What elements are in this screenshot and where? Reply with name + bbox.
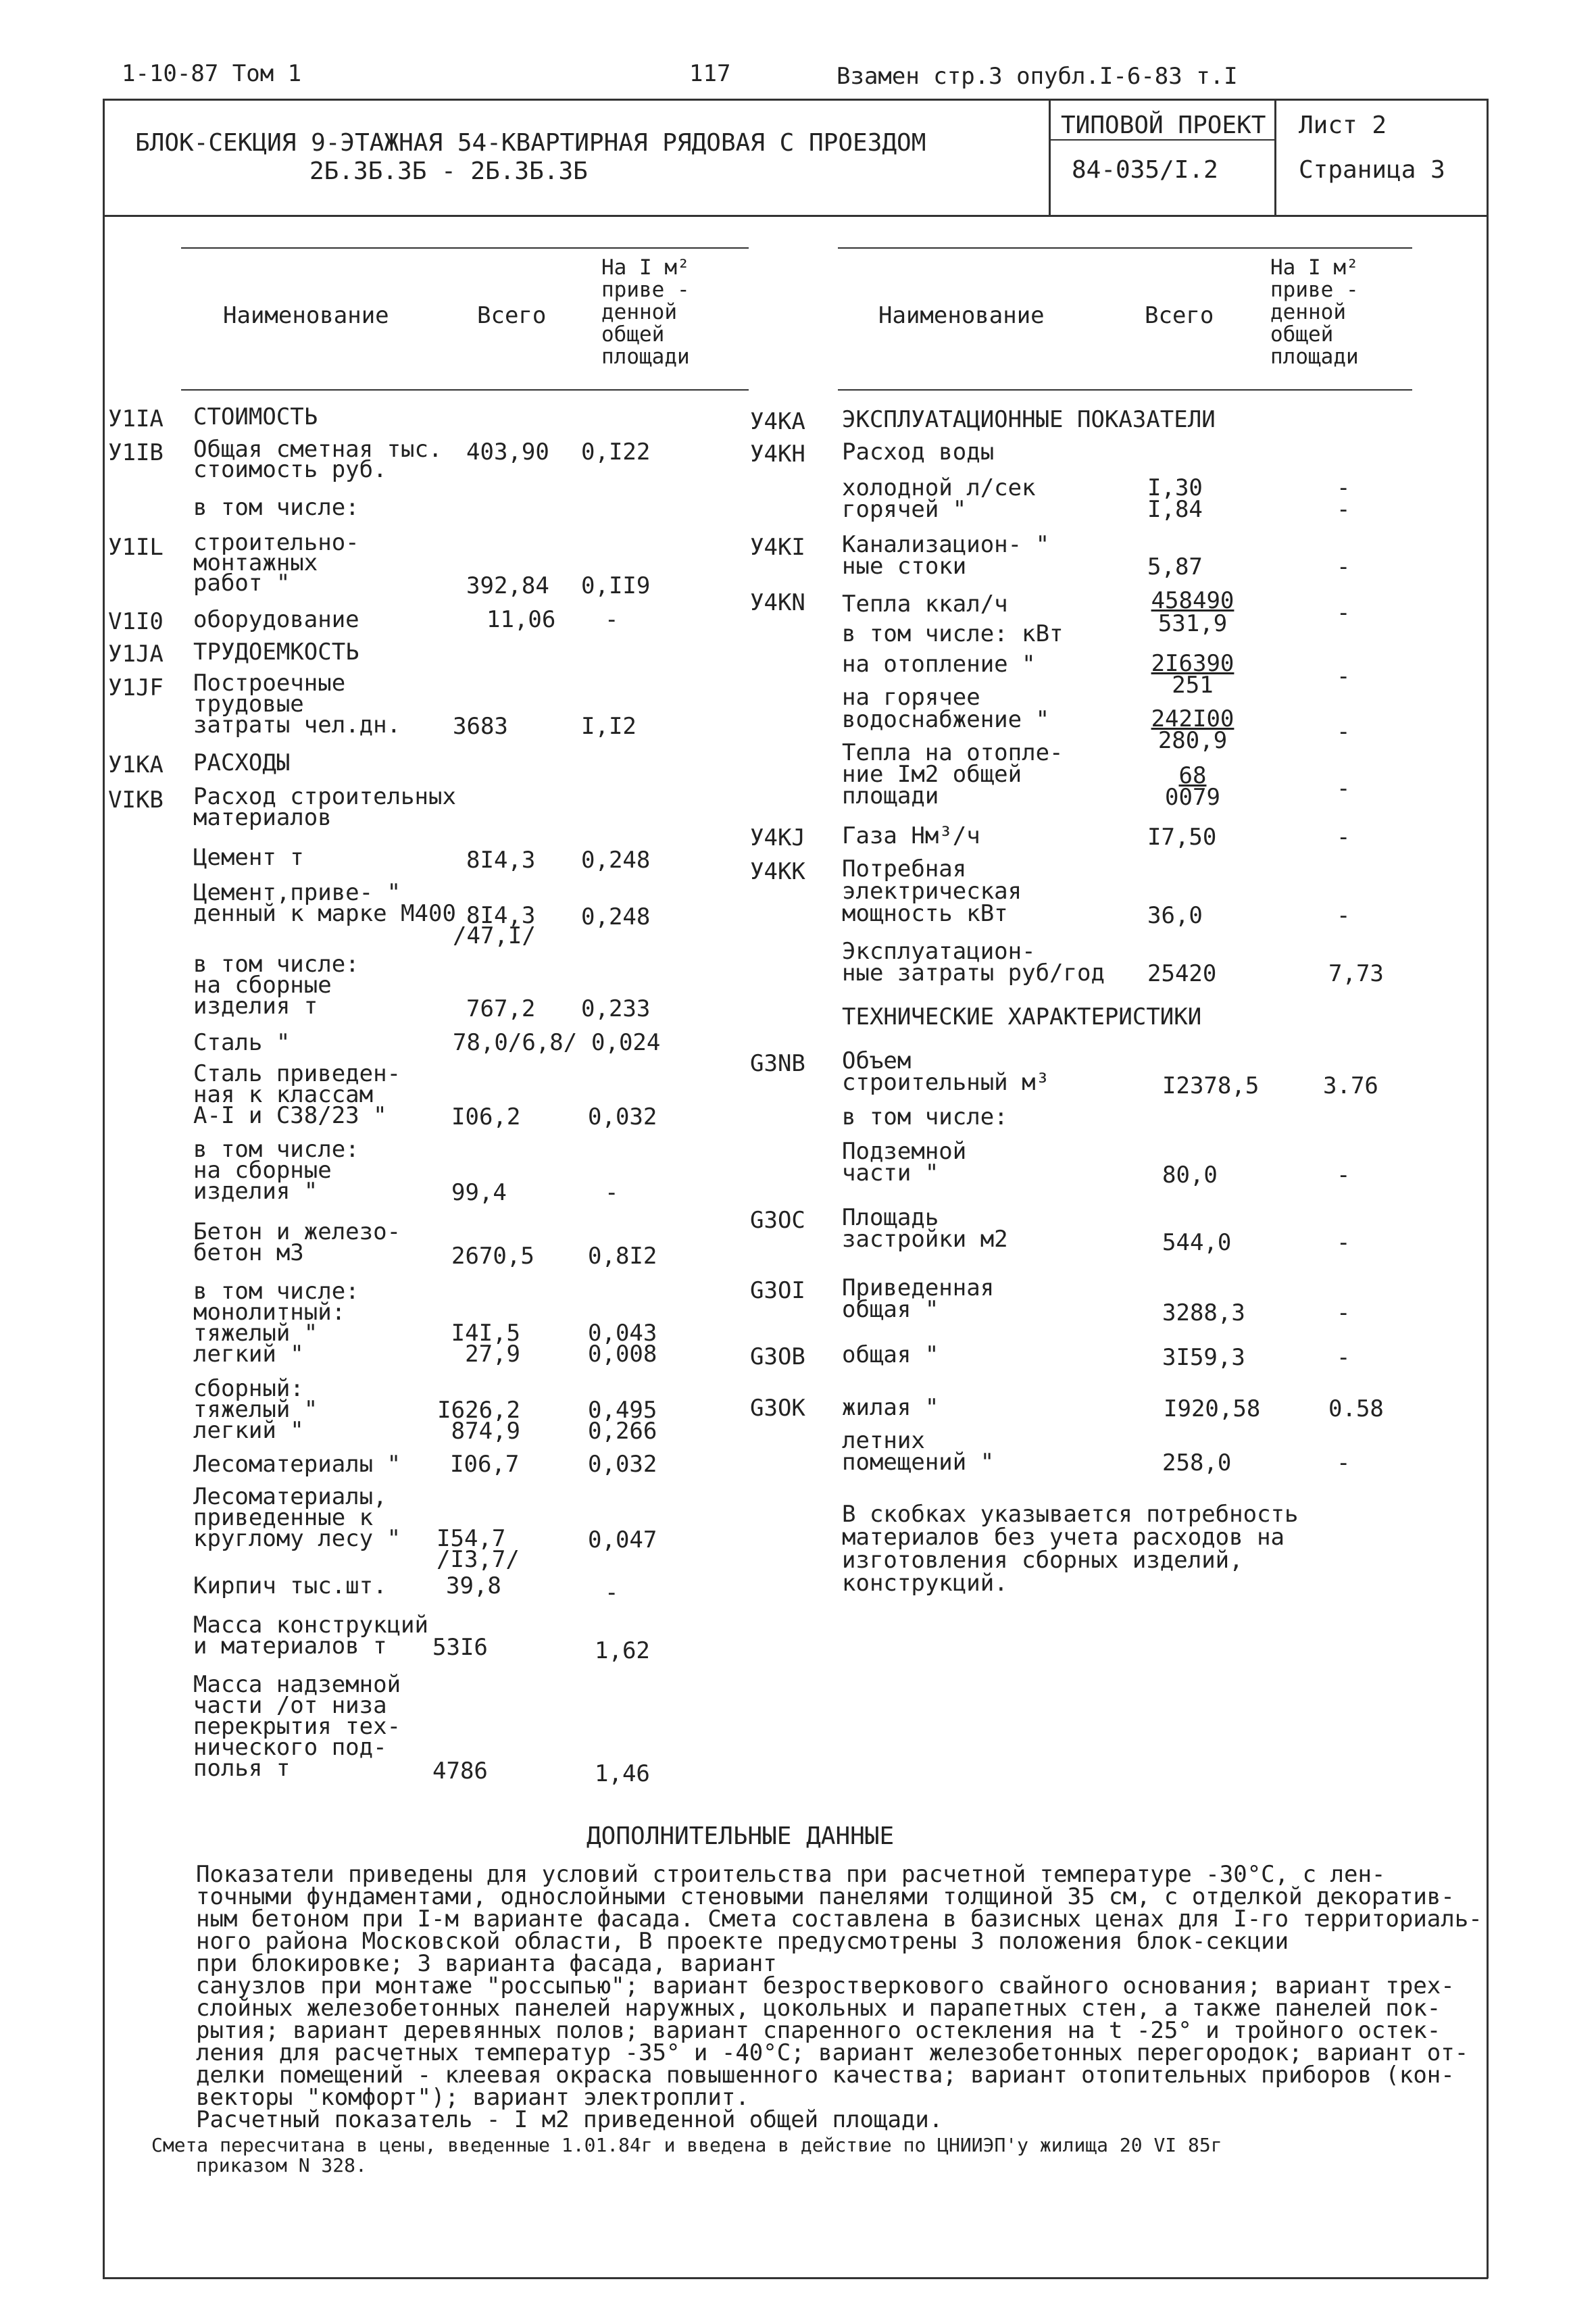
row-per-m2: 0,8I2 <box>588 1243 657 1270</box>
row-name: Подземной части " <box>842 1138 967 1187</box>
row-name: общая " <box>842 1341 939 1368</box>
row-name: Площадь застройки м2 <box>842 1204 1008 1253</box>
row-name: ТРУДОЕМКОСТЬ <box>193 639 359 666</box>
row-total: 392,84 <box>466 572 549 599</box>
row-per-m2: - <box>605 1579 619 1606</box>
row-per-m2: - <box>1337 824 1351 851</box>
row-code: V1I0 <box>108 608 164 635</box>
row-code: У1IВ <box>108 439 164 466</box>
row-name: Цемент,приве- " денный к марке М400 <box>193 879 456 927</box>
row-name: Построечные трудовые затраты чел.дн. <box>193 670 401 739</box>
row-total: 80,0 <box>1162 1162 1218 1189</box>
column-header-name: Наименование <box>878 302 1045 329</box>
row-per-m2: - <box>1337 775 1351 802</box>
row-code: G3OI <box>750 1277 805 1304</box>
row-name: холодной л/сек горячей " <box>842 474 1036 523</box>
left-table-header-rule <box>181 389 749 391</box>
row-name: Лесоматериалы " <box>193 1451 401 1478</box>
row-total: 8I4,3 /47,I/ <box>453 902 536 949</box>
row-per-m2: - - <box>1337 474 1351 523</box>
row-name: Бетон и железо- бетон м3 <box>193 1218 401 1266</box>
row-per-m2: 0,032 <box>588 1451 657 1478</box>
row-total: 5,87 <box>1147 553 1203 580</box>
title-block-vline-2 <box>1274 99 1276 216</box>
row-per-m2: 3.76 <box>1323 1072 1378 1099</box>
row-total: I4I,5 27,9 <box>451 1320 520 1368</box>
row-per-m2: 1,62 <box>595 1637 650 1664</box>
row-total: I626,2 874,9 <box>437 1397 520 1445</box>
column-header-per-m2: На I м² приве - денной общей площади <box>601 255 690 369</box>
row-total: $\frac{242I00}{280,9}$ <box>1151 705 1235 754</box>
right-table-top-rule <box>838 247 1412 249</box>
row-total: 99,4 <box>451 1179 507 1206</box>
row-name: строительно- монтажных работ " <box>193 529 359 597</box>
archive-ref: 1-10-87 Том 1 <box>122 60 302 87</box>
row-total: 544,0 <box>1162 1229 1232 1256</box>
row-name: в том числе: <box>842 1103 1008 1130</box>
row-per-m2: - <box>1337 553 1351 580</box>
row-per-m2: 0,233 <box>581 995 651 1022</box>
row-per-m2: - <box>605 606 619 633</box>
row-name: летних помещений " <box>842 1427 995 1476</box>
row-code: У4КН <box>750 441 805 468</box>
row-total: I06,2 <box>451 1103 521 1130</box>
frame-bottom <box>103 2277 1488 2279</box>
row-per-m2: - <box>1337 1229 1351 1256</box>
row-per-m2: - <box>1337 902 1351 929</box>
replacement-note: Взамен стр.3 опубл.I-6-83 т.I <box>837 63 1238 90</box>
frame-left <box>103 99 105 2279</box>
row-per-m2: 0,248 <box>581 847 651 874</box>
project-number: 84-035/I.2 <box>1072 156 1218 184</box>
row-name: Лесоматериалы, приведенные к круглому лесу " <box>193 1483 401 1552</box>
row-total: 53I6 <box>432 1634 488 1661</box>
frame-top <box>103 99 1488 101</box>
row-name: в том числе: <box>193 494 359 521</box>
row-code: У1JА <box>108 641 164 668</box>
row-per-m2: 0,248 <box>581 903 651 930</box>
row-per-m2: 0.58 <box>1328 1395 1384 1422</box>
row-name: сборный: тяжелый " легкий " <box>193 1375 318 1444</box>
row-name: на отопление " <box>842 651 1036 678</box>
row-total: I,30 I,84 <box>1147 474 1203 523</box>
row-name: Сталь приведен- ная к классам А-I и С38/23 " <box>193 1060 401 1129</box>
row-name: ТЕХНИЧЕСКИЕ ХАРАКТЕРИСТИКИ <box>842 1003 1202 1030</box>
row-per-m2: - <box>1337 599 1351 626</box>
row-name: СТОИМОСТЬ <box>193 403 318 430</box>
row-total: I06,7 <box>450 1451 520 1478</box>
row-name: Канализацион- " ные стоки <box>842 531 1050 580</box>
row-per-m2: 0,024 <box>591 1029 661 1056</box>
row-total: 25420 <box>1147 960 1217 987</box>
row-total: I7,50 <box>1147 824 1217 851</box>
materials-note: В скобках указывается потребность материалов без учета расходов на изготовления сборных изделий, конструкций. <box>842 1501 1299 1597</box>
row-name: Масса надземной части /от низа перекрытия тех- нического под- полья т <box>193 1671 401 1782</box>
row-code: G3OК <box>750 1395 805 1422</box>
row-per-m2: 0,I22 <box>581 439 651 466</box>
row-name: Общая сметная тыс. стоимость руб. <box>193 436 443 483</box>
row-per-m2: 0,II9 <box>581 572 651 599</box>
row-name: Приведенная общая " <box>842 1274 995 1323</box>
title-block-hline <box>1049 139 1274 141</box>
row-code: У4КN <box>750 589 805 616</box>
row-total: 8I4,3 <box>466 847 536 874</box>
row-name: Объем строительный м³ <box>842 1047 1050 1096</box>
document-subtitle: 2Б.3Б.3Б - 2Б.3Б.3Б <box>309 157 588 185</box>
additional-text: Показатели приведены для условий строительства при расчетной температуре -30°С, с лен- точными фундаментами, однослойными стеновыми панелями толщиной 35 см, с отделкой декоратив- ным бетоном при I-м варианте фасада. Смета составлена в базисных ценах для I-го территориаль- ного района Московской области, В проекте предусмотрены 3 положения блок-секции при блокировке; 3 варианта фасада, вариант санузлов при монтаже "россыпью"; вариант безростверкового свайного основания; вариант трех- слойных железобетонных панелей наружных, цокольных и парапетных стен, а также панелей пок- рытия; вариант деревянных полов; вариант спаренного остекления на t -25° и тройного остек- ления для расчетных температур -35° и -40°С; вариант железобетонных перегородок; вариант от- делки помещений - клеевая окраска повышенного качества; вариант отопительных приборов (кон- векторы "комфорт"); вариант электроплит. Расчетный показатель - I м2 приведенной общей площади. <box>196 1861 1482 2133</box>
row-per-m2: 0,032 <box>588 1103 657 1130</box>
row-name: Тепла ккал/ч в том числе: кВт <box>842 591 1064 647</box>
row-per-m2: 1,46 <box>595 1760 650 1787</box>
row-per-m2: 0,047 <box>588 1526 657 1553</box>
row-total: 3683 <box>453 713 508 740</box>
row-total: 2670,5 <box>451 1243 534 1270</box>
row-name: Эксплуатацион- ные затраты руб/год <box>842 938 1105 987</box>
row-name: Расход воды <box>842 439 995 466</box>
column-header-total: Всего <box>477 302 547 329</box>
title-block-vline-1 <box>1049 99 1051 216</box>
left-table-top-rule <box>181 247 749 249</box>
row-per-m2: 7,73 <box>1328 960 1384 987</box>
row-per-m2: - <box>605 1179 619 1206</box>
row-code: G3OC <box>750 1207 805 1234</box>
row-code: У4КI <box>750 534 805 561</box>
row-name: Масса конструкций и материалов т <box>193 1612 428 1660</box>
row-name: Тепла на отопле- ние Iм2 общей площади <box>842 739 1064 810</box>
row-name: ЭКСПЛУАТАЦИОННЫЕ ПОКАЗАТЕЛИ <box>842 406 1216 433</box>
row-total: $\frac{458490}{531,9}$ <box>1151 587 1235 637</box>
title-block-divider <box>103 215 1488 217</box>
row-code: У1KА <box>108 751 164 778</box>
row-code: У1IL <box>108 534 164 561</box>
row-name: Цемент т <box>193 844 304 871</box>
row-name: оборудование <box>193 606 359 633</box>
row-total: 39,8 <box>446 1572 501 1599</box>
sheet-number: Лист 2 <box>1299 111 1387 139</box>
row-total: 403,90 <box>466 439 549 466</box>
document-title: БЛОК-СЕКЦИЯ 9-ЭТАЖНАЯ 54-КВАРТИРНАЯ РЯДОВАЯ С ПРОЕЗДОМ <box>135 129 926 157</box>
row-name: Расход строительных материалов <box>193 783 456 831</box>
row-per-m2: - <box>1337 1299 1351 1326</box>
row-name: Кирпич тыс.шт. <box>193 1572 387 1599</box>
row-code: У1JF <box>108 674 164 701</box>
row-name: Сталь " <box>193 1029 291 1056</box>
row-per-m2: - <box>1337 1344 1351 1371</box>
page-number: 117 <box>689 60 731 87</box>
row-name: на горячее водоснабжение " <box>842 684 1050 733</box>
column-header-name: Наименование <box>223 302 389 329</box>
row-per-m2: 0,495 0,266 <box>588 1397 657 1445</box>
row-total: I54,7 /I3,7/ <box>437 1525 520 1573</box>
row-per-m2: - <box>1337 663 1351 690</box>
row-per-m2: - <box>1337 1449 1351 1476</box>
row-name: в том числе: монолитный: тяжелый " легкий " <box>193 1278 359 1368</box>
row-name: в том числе: на сборные изделия т <box>193 951 359 1020</box>
page-label: Страница 3 <box>1299 156 1445 184</box>
row-per-m2: - <box>1337 718 1351 745</box>
row-code: У4КJ <box>750 824 805 851</box>
row-total: I920,58 <box>1164 1395 1261 1422</box>
row-code: У4КА <box>750 408 805 435</box>
column-header-per-m2: На I м² приве - денной общей площади <box>1270 255 1359 369</box>
row-total: 78,0/6,8/ <box>453 1029 578 1056</box>
row-name: Потребная электрическая мощность кВт <box>842 855 1022 927</box>
row-total: 258,0 <box>1162 1449 1232 1476</box>
row-code: У1IА <box>108 405 164 432</box>
row-total: $\frac{2I6390}{251}$ <box>1151 650 1235 699</box>
right-table-header-rule <box>838 389 1412 391</box>
recalculation-stamp: Смета пересчитана в цены, введенные 1.01.84г и введена в действие по ЦНИИЭП'у жилища 20 VI 85г приказом N 328. <box>151 2134 1222 2176</box>
row-name: жилая " <box>842 1394 939 1421</box>
row-total: $\frac{68}{0079}$ <box>1165 762 1220 811</box>
frame-right <box>1487 99 1489 2279</box>
row-name: РАСХОДЫ <box>193 749 291 776</box>
row-total: 767,2 <box>466 995 536 1022</box>
row-name: Газа Нм³/ч <box>842 822 980 849</box>
row-code: У4КК <box>750 858 805 885</box>
row-per-m2: 0,043 0,008 <box>588 1320 657 1368</box>
row-per-m2: I,I2 <box>581 713 637 740</box>
project-label: ТИПОВОЙ ПРОЕКТ <box>1061 111 1266 139</box>
row-code: VIKВ <box>108 787 164 814</box>
column-header-total: Всего <box>1145 302 1214 329</box>
row-total: 3I59,3 <box>1162 1344 1245 1371</box>
row-total: 3288,3 <box>1162 1299 1245 1326</box>
row-total: I2378,5 <box>1162 1072 1260 1099</box>
row-total: 36,0 <box>1147 902 1203 929</box>
row-total: 4786 <box>432 1758 488 1785</box>
section-heading: ДОПОЛНИТЕЛЬНЫЕ ДАННЫЕ <box>587 1822 895 1850</box>
row-code: G3OВ <box>750 1343 805 1370</box>
row-per-m2: - <box>1337 1162 1351 1189</box>
row-code: G3NВ <box>750 1050 805 1077</box>
row-total: 11,06 <box>487 606 556 633</box>
row-name: в том числе: на сборные изделия " <box>193 1136 359 1205</box>
